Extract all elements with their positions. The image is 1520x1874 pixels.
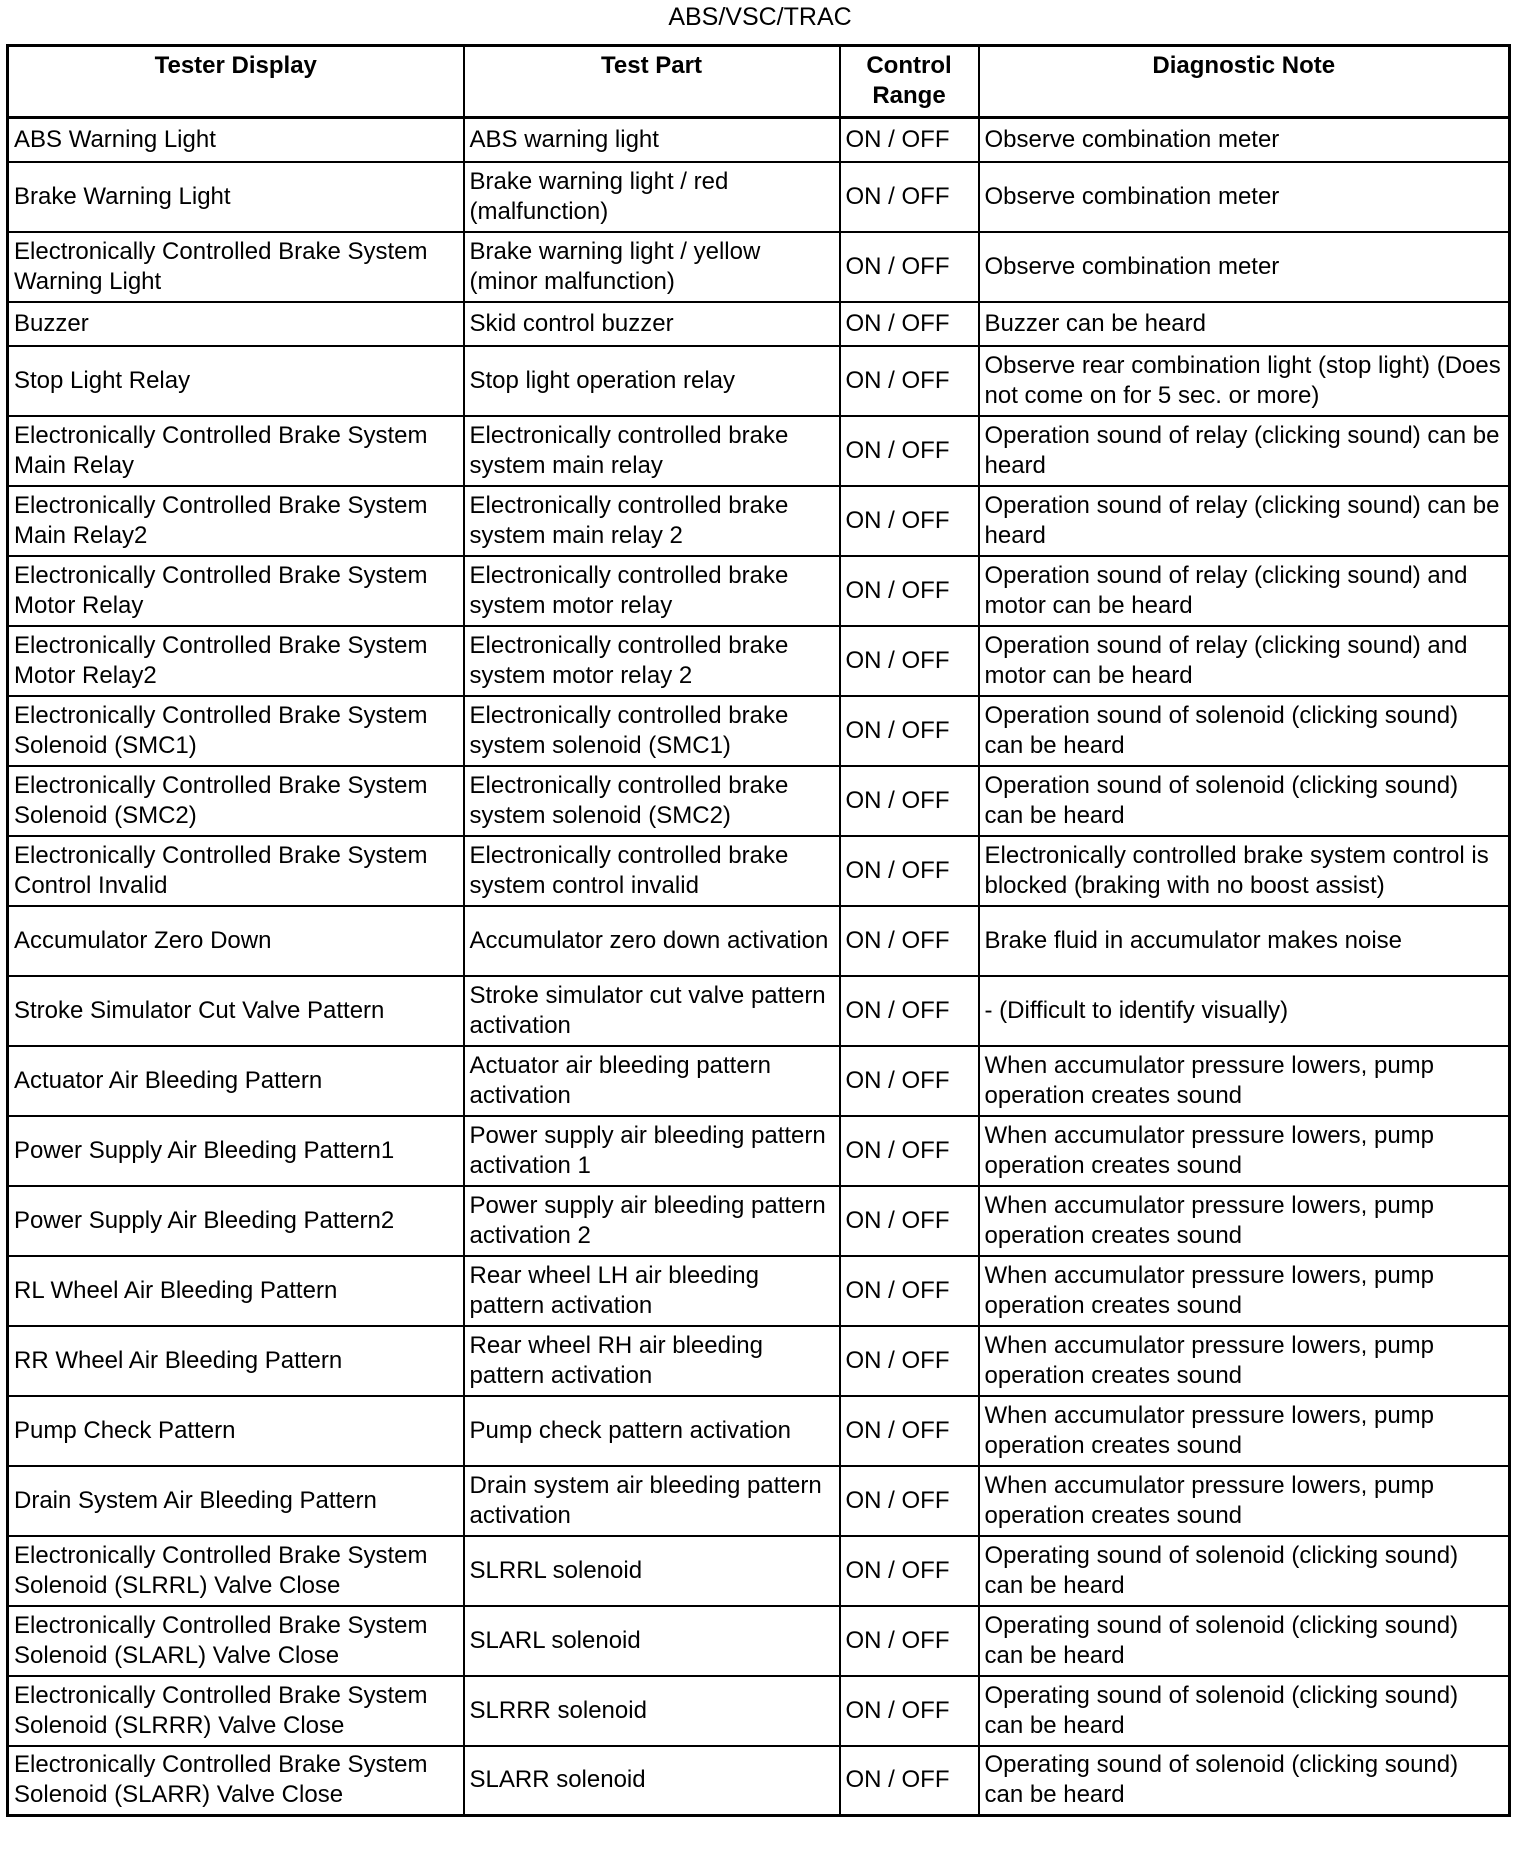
cell-diagnostic-note: - (Difficult to identify visually): [979, 976, 1510, 1046]
cell-test-part: SLRRR solenoid: [464, 1676, 840, 1746]
control-range-on: ON /: [845, 182, 902, 210]
cell-diagnostic-note: Operating sound of solenoid (clicking sound) can be heard: [979, 1676, 1510, 1746]
cell-diagnostic-note: Operation sound of solenoid (clicking sound) can be heard: [979, 696, 1510, 766]
cell-diagnostic-note: When accumulator pressure lowers, pump operation creates sound: [979, 1256, 1510, 1326]
cell-control-range: [840, 416, 979, 486]
control-range-on: ON /: [845, 856, 902, 884]
control-range-off: OFF: [901, 1206, 950, 1234]
cell-control-range: [840, 1326, 979, 1396]
cell-control-range: [840, 766, 979, 836]
cell-test-part: Electronically controlled brake system motor relay: [464, 556, 840, 626]
table-header-row: [8, 46, 1510, 118]
table-row: [8, 1466, 1510, 1536]
control-range-off: OFF: [901, 1626, 950, 1654]
control-range-off: OFF: [901, 1696, 950, 1724]
table-body: [8, 118, 1510, 1816]
cell-test-part: Electronically controlled brake system solenoid (SMC2): [464, 766, 840, 836]
cell-test-part: SLRRL solenoid: [464, 1536, 840, 1606]
cell-diagnostic-note: Operating sound of solenoid (clicking sound) can be heard: [979, 1606, 1510, 1676]
table-row: [8, 1746, 1510, 1816]
cell-test-part: Accumulator zero down activation: [464, 906, 840, 976]
control-range-on: ON /: [845, 646, 902, 674]
cell-tester-display: Buzzer: [8, 302, 464, 346]
control-range-on: ON /: [845, 1066, 902, 1094]
cell-tester-display: Pump Check Pattern: [8, 1396, 464, 1466]
table-row: [8, 118, 1510, 162]
control-range-on: ON /: [845, 125, 902, 153]
control-range-off: OFF: [901, 996, 950, 1024]
control-range-off: OFF: [901, 856, 950, 884]
control-range-on: ON /: [845, 996, 902, 1024]
cell-control-range: [840, 302, 979, 346]
control-range-on: ON /: [845, 1136, 902, 1164]
cell-test-part: Electronically controlled brake system main relay: [464, 416, 840, 486]
cell-test-part: Brake warning light / yellow (minor malfunction): [464, 232, 840, 302]
cell-tester-display: Electronically Controlled Brake System Main Relay: [8, 416, 464, 486]
control-range-off: OFF: [901, 366, 950, 394]
table-row: [8, 162, 1510, 232]
cell-diagnostic-note: When accumulator pressure lowers, pump operation creates sound: [979, 1186, 1510, 1256]
control-range-off: OFF: [901, 926, 950, 954]
cell-diagnostic-note: Operation sound of relay (clicking sound) and motor can be heard: [979, 556, 1510, 626]
cell-diagnostic-note: Operation sound of relay (clicking sound) and motor can be heard: [979, 626, 1510, 696]
control-range-on: ON /: [845, 1206, 902, 1234]
table-row: [8, 1326, 1510, 1396]
cell-test-part: Rear wheel LH air bleeding pattern activation: [464, 1256, 840, 1326]
cell-tester-display: Electronically Controlled Brake System Solenoid (SLRRL) Valve Close: [8, 1536, 464, 1606]
table-row: [8, 302, 1510, 346]
table-row: [8, 976, 1510, 1046]
control-range-on: ON /: [845, 1766, 902, 1794]
cell-test-part: Electronically controlled brake system control invalid: [464, 836, 840, 906]
cell-control-range: [840, 906, 979, 976]
control-range-on: ON /: [845, 309, 902, 337]
table-row: [8, 1396, 1510, 1466]
cell-tester-display: Brake Warning Light: [8, 162, 464, 232]
cell-control-range: [840, 1116, 979, 1186]
control-range-off: OFF: [901, 1556, 950, 1584]
cell-test-part: Electronically controlled brake system solenoid (SMC1): [464, 696, 840, 766]
cell-diagnostic-note: Operating sound of solenoid (clicking sound) can be heard: [979, 1536, 1510, 1606]
cell-diagnostic-note: Brake fluid in accumulator makes noise: [979, 906, 1510, 976]
cell-test-part: Pump check pattern activation: [464, 1396, 840, 1466]
cell-diagnostic-note: Observe combination meter: [979, 162, 1510, 232]
cell-tester-display: Power Supply Air Bleeding Pattern2: [8, 1186, 464, 1256]
cell-test-part: Drain system air bleeding pattern activation: [464, 1466, 840, 1536]
header-diagnostic-note: Diagnostic Note: [979, 46, 1510, 118]
cell-test-part: ABS warning light: [464, 118, 840, 162]
cell-test-part: Stroke simulator cut valve pattern activation: [464, 976, 840, 1046]
cell-test-part: SLARL solenoid: [464, 1606, 840, 1676]
control-range-off: OFF: [901, 786, 950, 814]
control-range-off: OFF: [901, 1136, 950, 1164]
control-range-off: OFF: [901, 1066, 950, 1094]
control-range-off: OFF: [901, 576, 950, 604]
table-row: [8, 696, 1510, 766]
control-range-off: OFF: [901, 1766, 950, 1794]
cell-tester-display: RR Wheel Air Bleeding Pattern: [8, 1326, 464, 1396]
control-range-on: ON /: [845, 1416, 902, 1444]
table-row: [8, 906, 1510, 976]
cell-tester-display: RL Wheel Air Bleeding Pattern: [8, 1256, 464, 1326]
cell-tester-display: Electronically Controlled Brake System Solenoid (SLARL) Valve Close: [8, 1606, 464, 1676]
control-range-on: ON /: [845, 436, 902, 464]
cell-tester-display: Electronically Controlled Brake System Motor Relay2: [8, 626, 464, 696]
cell-control-range: [840, 486, 979, 556]
cell-diagnostic-note: Operation sound of solenoid (clicking sound) can be heard: [979, 766, 1510, 836]
cell-control-range: [840, 626, 979, 696]
cell-control-range: [840, 836, 979, 906]
cell-test-part: Brake warning light / red (malfunction): [464, 162, 840, 232]
cell-control-range: [840, 1396, 979, 1466]
cell-control-range: [840, 556, 979, 626]
control-range-on: ON /: [845, 1696, 902, 1724]
table-row: [8, 1046, 1510, 1116]
cell-control-range: [840, 1746, 979, 1816]
cell-control-range: [840, 1676, 979, 1746]
control-range-off: OFF: [901, 309, 950, 337]
cell-test-part: Electronically controlled brake system main relay 2: [464, 486, 840, 556]
cell-tester-display: Drain System Air Bleeding Pattern: [8, 1466, 464, 1536]
header-control-range: Control Range: [840, 46, 979, 118]
cell-test-part: SLARR solenoid: [464, 1746, 840, 1816]
header-test-part: Test Part: [464, 46, 840, 118]
cell-diagnostic-note: Operating sound of solenoid (clicking sound) can be heard: [979, 1746, 1510, 1816]
cell-diagnostic-note: When accumulator pressure lowers, pump operation creates sound: [979, 1046, 1510, 1116]
control-range-off: OFF: [901, 182, 950, 210]
control-range-on: ON /: [845, 926, 902, 954]
cell-diagnostic-note: When accumulator pressure lowers, pump operation creates sound: [979, 1396, 1510, 1466]
table-row: [8, 766, 1510, 836]
cell-tester-display: Stop Light Relay: [8, 346, 464, 416]
cell-test-part: Stop light operation relay: [464, 346, 840, 416]
table-row: [8, 1536, 1510, 1606]
table-row: [8, 346, 1510, 416]
cell-diagnostic-note: Observe rear combination light (stop light) (Does not come on for 5 sec. or more): [979, 346, 1510, 416]
control-range-off: OFF: [901, 1276, 950, 1304]
cell-tester-display: Electronically Controlled Brake System Solenoid (SMC2): [8, 766, 464, 836]
control-range-on: ON /: [845, 1276, 902, 1304]
control-range-off: OFF: [901, 436, 950, 464]
cell-test-part: Skid control buzzer: [464, 302, 840, 346]
control-range-on: ON /: [845, 1626, 902, 1654]
cell-tester-display: Electronically Controlled Brake System Solenoid (SLRRR) Valve Close: [8, 1676, 464, 1746]
control-range-on: ON /: [845, 366, 902, 394]
cell-control-range: [840, 232, 979, 302]
cell-diagnostic-note: When accumulator pressure lowers, pump operation creates sound: [979, 1116, 1510, 1186]
cell-diagnostic-note: Observe combination meter: [979, 232, 1510, 302]
cell-test-part: Power supply air bleeding pattern activation 1: [464, 1116, 840, 1186]
cell-tester-display: Accumulator Zero Down: [8, 906, 464, 976]
control-range-off: OFF: [901, 716, 950, 744]
cell-tester-display: Electronically Controlled Brake System Main Relay2: [8, 486, 464, 556]
active-test-table: [6, 44, 1511, 1817]
cell-tester-display: Electronically Controlled Brake System Control Invalid: [8, 836, 464, 906]
table-row: [8, 232, 1510, 302]
cell-test-part: Electronically controlled brake system motor relay 2: [464, 626, 840, 696]
cell-control-range: [840, 162, 979, 232]
table-row: [8, 836, 1510, 906]
cell-tester-display: Electronically Controlled Brake System Solenoid (SLARR) Valve Close: [8, 1746, 464, 1816]
table-row: [8, 626, 1510, 696]
control-range-off: OFF: [901, 646, 950, 674]
cell-control-range: [840, 1606, 979, 1676]
cell-control-range: [840, 976, 979, 1046]
cell-control-range: [840, 118, 979, 162]
control-range-on: ON /: [845, 786, 902, 814]
page-title: ABS/VSC/TRAC: [668, 3, 852, 31]
active-test-table-wrapper: [6, 44, 1508, 1817]
control-range-on: ON /: [845, 506, 902, 534]
control-range-off: OFF: [901, 1346, 950, 1374]
cell-tester-display: Electronically Controlled Brake System Solenoid (SMC1): [8, 696, 464, 766]
cell-diagnostic-note: Operation sound of relay (clicking sound) can be heard: [979, 486, 1510, 556]
cell-test-part: Actuator air bleeding pattern activation: [464, 1046, 840, 1116]
cell-control-range: [840, 1536, 979, 1606]
control-range-off: OFF: [901, 1486, 950, 1514]
control-range-off: OFF: [901, 252, 950, 280]
cell-control-range: [840, 1046, 979, 1116]
table-row: [8, 1256, 1510, 1326]
cell-tester-display: Electronically Controlled Brake System Motor Relay: [8, 556, 464, 626]
cell-diagnostic-note: Buzzer can be heard: [979, 302, 1510, 346]
cell-diagnostic-note: When accumulator pressure lowers, pump operation creates sound: [979, 1326, 1510, 1396]
cell-test-part: Power supply air bleeding pattern activation 2: [464, 1186, 840, 1256]
control-range-off: OFF: [901, 506, 950, 534]
header-tester-display: Tester Display: [8, 46, 464, 118]
table-row: [8, 486, 1510, 556]
control-range-on: ON /: [845, 1556, 902, 1584]
cell-diagnostic-note: Operation sound of relay (clicking sound) can be heard: [979, 416, 1510, 486]
table-row: [8, 416, 1510, 486]
table-row: [8, 1606, 1510, 1676]
cell-control-range: [840, 1186, 979, 1256]
cell-tester-display: Power Supply Air Bleeding Pattern1: [8, 1116, 464, 1186]
control-range-off: OFF: [901, 125, 950, 153]
cell-control-range: [840, 1256, 979, 1326]
cell-tester-display: Electronically Controlled Brake System Warning Light: [8, 232, 464, 302]
control-range-on: ON /: [845, 1486, 902, 1514]
cell-control-range: [840, 1466, 979, 1536]
cell-diagnostic-note: Electronically controlled brake system control is blocked (braking with no boost assist): [979, 836, 1510, 906]
table-row: [8, 1186, 1510, 1256]
cell-diagnostic-note: Observe combination meter: [979, 118, 1510, 162]
cell-tester-display: Actuator Air Bleeding Pattern: [8, 1046, 464, 1116]
table-row: [8, 1676, 1510, 1746]
control-range-off: OFF: [901, 1416, 950, 1444]
table-row: [8, 556, 1510, 626]
cell-tester-display: Stroke Simulator Cut Valve Pattern: [8, 976, 464, 1046]
control-range-on: ON /: [845, 716, 902, 744]
control-range-on: ON /: [845, 1346, 902, 1374]
cell-diagnostic-note: When accumulator pressure lowers, pump operation creates sound: [979, 1466, 1510, 1536]
table-row: [8, 1116, 1510, 1186]
cell-tester-display: ABS Warning Light: [8, 118, 464, 162]
control-range-on: ON /: [845, 252, 902, 280]
control-range-on: ON /: [845, 576, 902, 604]
cell-control-range: [840, 346, 979, 416]
cell-control-range: [840, 696, 979, 766]
cell-test-part: Rear wheel RH air bleeding pattern activation: [464, 1326, 840, 1396]
